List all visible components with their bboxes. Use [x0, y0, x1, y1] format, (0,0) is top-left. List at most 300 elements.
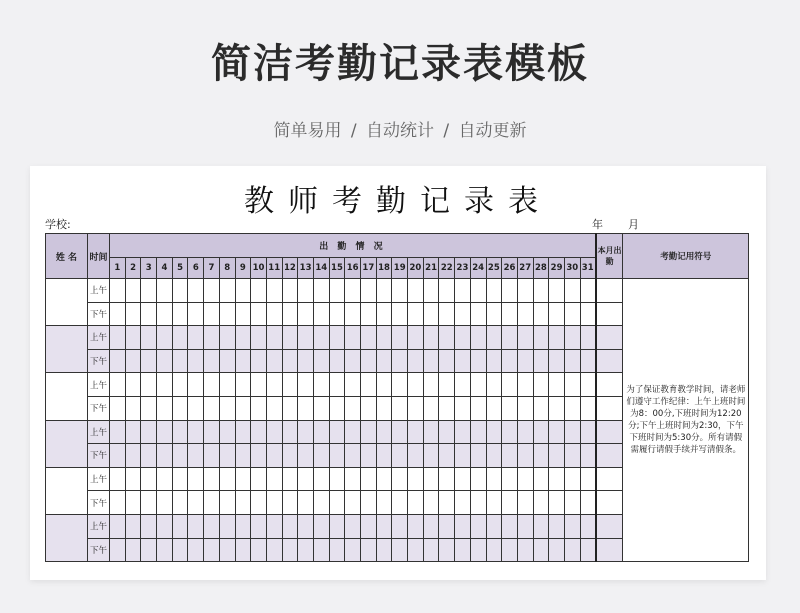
attendance-cell[interactable] — [329, 538, 345, 562]
attendance-cell[interactable] — [580, 396, 596, 420]
attendance-cell[interactable] — [141, 279, 157, 303]
attendance-cell[interactable] — [533, 420, 549, 444]
attendance-cell[interactable] — [439, 373, 455, 397]
attendance-cell[interactable] — [345, 467, 361, 491]
attendance-cell[interactable] — [157, 491, 173, 515]
attendance-cell[interactable] — [455, 396, 471, 420]
attendance-cell[interactable] — [125, 279, 141, 303]
attendance-cell[interactable] — [204, 467, 220, 491]
attendance-cell[interactable] — [392, 420, 408, 444]
attendance-cell[interactable] — [329, 396, 345, 420]
attendance-cell[interactable] — [423, 467, 439, 491]
attendance-cell[interactable] — [533, 349, 549, 373]
attendance-cell[interactable] — [329, 444, 345, 468]
attendance-cell[interactable] — [141, 326, 157, 350]
attendance-cell[interactable] — [549, 444, 565, 468]
attendance-cell[interactable] — [251, 467, 267, 491]
attendance-cell[interactable] — [392, 279, 408, 303]
attendance-cell[interactable] — [376, 420, 392, 444]
attendance-cell[interactable] — [157, 279, 173, 303]
attendance-cell[interactable] — [533, 444, 549, 468]
attendance-cell[interactable] — [235, 396, 251, 420]
attendance-cell[interactable] — [251, 444, 267, 468]
attendance-cell[interactable] — [110, 373, 126, 397]
attendance-cell[interactable] — [470, 467, 486, 491]
attendance-cell[interactable] — [204, 302, 220, 326]
attendance-cell[interactable] — [298, 302, 314, 326]
attendance-cell[interactable] — [172, 444, 188, 468]
attendance-cell[interactable] — [125, 444, 141, 468]
attendance-cell[interactable] — [392, 491, 408, 515]
attendance-cell[interactable] — [204, 396, 220, 420]
attendance-cell[interactable] — [282, 491, 298, 515]
attendance-cell[interactable] — [580, 349, 596, 373]
attendance-cell[interactable] — [564, 538, 580, 562]
attendance-cell[interactable] — [251, 420, 267, 444]
attendance-cell[interactable] — [125, 396, 141, 420]
attendance-cell[interactable] — [110, 420, 126, 444]
attendance-cell[interactable] — [157, 420, 173, 444]
attendance-cell[interactable] — [486, 514, 502, 538]
attendance-cell[interactable] — [313, 491, 329, 515]
attendance-cell[interactable] — [455, 373, 471, 397]
attendance-cell[interactable] — [329, 326, 345, 350]
attendance-cell[interactable] — [361, 420, 377, 444]
attendance-cell[interactable] — [157, 326, 173, 350]
attendance-cell[interactable] — [329, 279, 345, 303]
attendance-cell[interactable] — [376, 444, 392, 468]
attendance-cell[interactable] — [172, 302, 188, 326]
attendance-cell[interactable] — [580, 302, 596, 326]
attendance-cell[interactable] — [125, 373, 141, 397]
attendance-cell[interactable] — [204, 538, 220, 562]
attendance-cell[interactable] — [266, 279, 282, 303]
attendance-cell[interactable] — [188, 538, 204, 562]
attendance-cell[interactable] — [423, 373, 439, 397]
attendance-cell[interactable] — [549, 326, 565, 350]
attendance-cell[interactable] — [455, 302, 471, 326]
attendance-cell[interactable] — [266, 326, 282, 350]
attendance-cell[interactable] — [517, 373, 533, 397]
attendance-cell[interactable] — [172, 514, 188, 538]
attendance-cell[interactable] — [564, 420, 580, 444]
attendance-cell[interactable] — [188, 467, 204, 491]
attendance-cell[interactable] — [345, 373, 361, 397]
attendance-cell[interactable] — [141, 514, 157, 538]
attendance-cell[interactable] — [564, 373, 580, 397]
attendance-cell[interactable] — [408, 373, 424, 397]
attendance-cell[interactable] — [266, 514, 282, 538]
attendance-cell[interactable] — [502, 514, 518, 538]
attendance-cell[interactable] — [251, 491, 267, 515]
attendance-cell[interactable] — [204, 279, 220, 303]
attendance-cell[interactable] — [408, 444, 424, 468]
attendance-cell[interactable] — [502, 420, 518, 444]
attendance-cell[interactable] — [549, 279, 565, 303]
attendance-cell[interactable] — [219, 420, 235, 444]
attendance-cell[interactable] — [298, 538, 314, 562]
attendance-cell[interactable] — [470, 279, 486, 303]
attendance-cell[interactable] — [298, 420, 314, 444]
attendance-cell[interactable] — [533, 467, 549, 491]
attendance-cell[interactable] — [313, 396, 329, 420]
attendance-cell[interactable] — [282, 326, 298, 350]
attendance-cell[interactable] — [502, 444, 518, 468]
attendance-cell[interactable] — [157, 396, 173, 420]
attendance-cell[interactable] — [564, 467, 580, 491]
attendance-cell[interactable] — [125, 420, 141, 444]
attendance-cell[interactable] — [439, 444, 455, 468]
attendance-cell[interactable] — [235, 538, 251, 562]
attendance-cell[interactable] — [157, 373, 173, 397]
attendance-cell[interactable] — [157, 538, 173, 562]
attendance-cell[interactable] — [313, 444, 329, 468]
attendance-cell[interactable] — [125, 349, 141, 373]
monthly-total-cell[interactable] — [596, 514, 623, 538]
attendance-cell[interactable] — [251, 538, 267, 562]
attendance-cell[interactable] — [408, 420, 424, 444]
attendance-cell[interactable] — [125, 302, 141, 326]
attendance-cell[interactable] — [298, 396, 314, 420]
attendance-cell[interactable] — [345, 279, 361, 303]
attendance-cell[interactable] — [266, 302, 282, 326]
monthly-total-cell[interactable] — [596, 302, 623, 326]
attendance-cell[interactable] — [439, 467, 455, 491]
attendance-cell[interactable] — [423, 444, 439, 468]
attendance-cell[interactable] — [392, 349, 408, 373]
attendance-cell[interactable] — [423, 420, 439, 444]
attendance-cell[interactable] — [549, 538, 565, 562]
attendance-cell[interactable] — [564, 326, 580, 350]
attendance-cell[interactable] — [282, 538, 298, 562]
attendance-cell[interactable] — [361, 349, 377, 373]
attendance-cell[interactable] — [345, 326, 361, 350]
attendance-cell[interactable] — [141, 467, 157, 491]
attendance-cell[interactable] — [172, 467, 188, 491]
attendance-cell[interactable] — [141, 373, 157, 397]
attendance-cell[interactable] — [361, 396, 377, 420]
attendance-cell[interactable] — [408, 326, 424, 350]
attendance-cell[interactable] — [423, 279, 439, 303]
attendance-cell[interactable] — [533, 514, 549, 538]
attendance-cell[interactable] — [486, 396, 502, 420]
attendance-cell[interactable] — [376, 326, 392, 350]
attendance-cell[interactable] — [141, 420, 157, 444]
attendance-cell[interactable] — [517, 538, 533, 562]
attendance-cell[interactable] — [361, 326, 377, 350]
attendance-cell[interactable] — [376, 396, 392, 420]
attendance-cell[interactable] — [219, 302, 235, 326]
attendance-cell[interactable] — [455, 514, 471, 538]
attendance-cell[interactable] — [313, 467, 329, 491]
attendance-cell[interactable] — [329, 420, 345, 444]
monthly-total-cell[interactable] — [596, 326, 623, 350]
attendance-cell[interactable] — [564, 491, 580, 515]
attendance-cell[interactable] — [141, 302, 157, 326]
attendance-cell[interactable] — [141, 349, 157, 373]
attendance-cell[interactable] — [235, 420, 251, 444]
attendance-cell[interactable] — [329, 491, 345, 515]
attendance-cell[interactable] — [517, 491, 533, 515]
attendance-cell[interactable] — [549, 514, 565, 538]
name-cell[interactable] — [46, 467, 88, 514]
attendance-cell[interactable] — [392, 444, 408, 468]
attendance-cell[interactable] — [125, 538, 141, 562]
attendance-cell[interactable] — [392, 514, 408, 538]
attendance-cell[interactable] — [345, 420, 361, 444]
attendance-cell[interactable] — [502, 491, 518, 515]
attendance-cell[interactable] — [533, 373, 549, 397]
attendance-cell[interactable] — [376, 373, 392, 397]
attendance-cell[interactable] — [298, 349, 314, 373]
attendance-cell[interactable] — [313, 349, 329, 373]
attendance-cell[interactable] — [219, 373, 235, 397]
attendance-cell[interactable] — [298, 444, 314, 468]
attendance-cell[interactable] — [110, 396, 126, 420]
attendance-cell[interactable] — [486, 538, 502, 562]
attendance-cell[interactable] — [486, 420, 502, 444]
attendance-cell[interactable] — [141, 538, 157, 562]
attendance-cell[interactable] — [486, 373, 502, 397]
attendance-cell[interactable] — [517, 444, 533, 468]
attendance-cell[interactable] — [157, 349, 173, 373]
attendance-cell[interactable] — [361, 467, 377, 491]
attendance-cell[interactable] — [125, 326, 141, 350]
attendance-cell[interactable] — [517, 396, 533, 420]
attendance-cell[interactable] — [392, 373, 408, 397]
attendance-cell[interactable] — [266, 373, 282, 397]
attendance-cell[interactable] — [251, 349, 267, 373]
attendance-cell[interactable] — [282, 420, 298, 444]
attendance-cell[interactable] — [549, 467, 565, 491]
attendance-cell[interactable] — [188, 302, 204, 326]
attendance-cell[interactable] — [486, 444, 502, 468]
attendance-cell[interactable] — [266, 491, 282, 515]
attendance-cell[interactable] — [533, 302, 549, 326]
attendance-cell[interactable] — [439, 279, 455, 303]
attendance-cell[interactable] — [439, 302, 455, 326]
attendance-cell[interactable] — [172, 326, 188, 350]
attendance-cell[interactable] — [392, 326, 408, 350]
attendance-cell[interactable] — [486, 279, 502, 303]
attendance-cell[interactable] — [188, 491, 204, 515]
attendance-cell[interactable] — [204, 349, 220, 373]
attendance-cell[interactable] — [345, 349, 361, 373]
attendance-cell[interactable] — [361, 514, 377, 538]
attendance-cell[interactable] — [282, 349, 298, 373]
attendance-cell[interactable] — [502, 538, 518, 562]
attendance-cell[interactable] — [110, 467, 126, 491]
attendance-cell[interactable] — [376, 514, 392, 538]
attendance-cell[interactable] — [219, 349, 235, 373]
attendance-cell[interactable] — [313, 420, 329, 444]
attendance-cell[interactable] — [345, 444, 361, 468]
attendance-cell[interactable] — [376, 302, 392, 326]
attendance-cell[interactable] — [361, 373, 377, 397]
attendance-cell[interactable] — [564, 444, 580, 468]
attendance-cell[interactable] — [580, 444, 596, 468]
attendance-cell[interactable] — [423, 396, 439, 420]
attendance-cell[interactable] — [580, 420, 596, 444]
attendance-cell[interactable] — [298, 514, 314, 538]
attendance-cell[interactable] — [204, 326, 220, 350]
attendance-cell[interactable] — [251, 396, 267, 420]
attendance-cell[interactable] — [455, 467, 471, 491]
attendance-cell[interactable] — [188, 326, 204, 350]
attendance-cell[interactable] — [455, 444, 471, 468]
attendance-cell[interactable] — [219, 538, 235, 562]
attendance-cell[interactable] — [533, 326, 549, 350]
attendance-cell[interactable] — [345, 302, 361, 326]
monthly-total-cell[interactable] — [596, 279, 623, 303]
attendance-cell[interactable] — [423, 514, 439, 538]
attendance-cell[interactable] — [188, 279, 204, 303]
attendance-cell[interactable] — [313, 302, 329, 326]
attendance-cell[interactable] — [549, 349, 565, 373]
attendance-cell[interactable] — [219, 467, 235, 491]
attendance-cell[interactable] — [110, 514, 126, 538]
attendance-cell[interactable] — [251, 279, 267, 303]
attendance-cell[interactable] — [345, 538, 361, 562]
attendance-cell[interactable] — [282, 467, 298, 491]
attendance-cell[interactable] — [188, 373, 204, 397]
attendance-cell[interactable] — [266, 538, 282, 562]
attendance-cell[interactable] — [439, 396, 455, 420]
attendance-cell[interactable] — [345, 491, 361, 515]
attendance-cell[interactable] — [266, 467, 282, 491]
attendance-cell[interactable] — [439, 514, 455, 538]
attendance-cell[interactable] — [172, 538, 188, 562]
monthly-total-cell[interactable] — [596, 349, 623, 373]
attendance-cell[interactable] — [219, 279, 235, 303]
attendance-cell[interactable] — [125, 514, 141, 538]
attendance-cell[interactable] — [251, 302, 267, 326]
attendance-cell[interactable] — [486, 349, 502, 373]
attendance-cell[interactable] — [455, 349, 471, 373]
attendance-cell[interactable] — [580, 491, 596, 515]
attendance-cell[interactable] — [313, 279, 329, 303]
attendance-cell[interactable] — [235, 279, 251, 303]
attendance-cell[interactable] — [408, 538, 424, 562]
attendance-cell[interactable] — [517, 279, 533, 303]
attendance-cell[interactable] — [235, 373, 251, 397]
attendance-cell[interactable] — [376, 538, 392, 562]
attendance-cell[interactable] — [282, 302, 298, 326]
attendance-cell[interactable] — [188, 396, 204, 420]
attendance-cell[interactable] — [408, 396, 424, 420]
attendance-cell[interactable] — [204, 420, 220, 444]
attendance-cell[interactable] — [580, 326, 596, 350]
attendance-cell[interactable] — [470, 302, 486, 326]
attendance-cell[interactable] — [298, 279, 314, 303]
attendance-cell[interactable] — [282, 396, 298, 420]
attendance-cell[interactable] — [455, 538, 471, 562]
attendance-cell[interactable] — [439, 349, 455, 373]
attendance-cell[interactable] — [313, 538, 329, 562]
attendance-cell[interactable] — [408, 279, 424, 303]
attendance-cell[interactable] — [423, 326, 439, 350]
monthly-total-cell[interactable] — [596, 396, 623, 420]
attendance-cell[interactable] — [580, 514, 596, 538]
attendance-cell[interactable] — [329, 349, 345, 373]
attendance-cell[interactable] — [376, 467, 392, 491]
monthly-total-cell[interactable] — [596, 444, 623, 468]
attendance-cell[interactable] — [157, 444, 173, 468]
attendance-cell[interactable] — [110, 279, 126, 303]
attendance-cell[interactable] — [235, 349, 251, 373]
attendance-cell[interactable] — [517, 467, 533, 491]
attendance-cell[interactable] — [172, 279, 188, 303]
attendance-cell[interactable] — [533, 491, 549, 515]
attendance-cell[interactable] — [502, 467, 518, 491]
attendance-cell[interactable] — [204, 373, 220, 397]
attendance-cell[interactable] — [486, 467, 502, 491]
attendance-cell[interactable] — [533, 538, 549, 562]
attendance-cell[interactable] — [517, 326, 533, 350]
attendance-cell[interactable] — [298, 491, 314, 515]
attendance-cell[interactable] — [110, 444, 126, 468]
attendance-cell[interactable] — [408, 302, 424, 326]
attendance-cell[interactable] — [204, 514, 220, 538]
attendance-cell[interactable] — [313, 326, 329, 350]
attendance-cell[interactable] — [219, 514, 235, 538]
attendance-cell[interactable] — [423, 538, 439, 562]
name-cell[interactable] — [46, 373, 88, 420]
attendance-cell[interactable] — [361, 444, 377, 468]
attendance-cell[interactable] — [580, 538, 596, 562]
monthly-total-cell[interactable] — [596, 420, 623, 444]
attendance-cell[interactable] — [455, 420, 471, 444]
attendance-cell[interactable] — [298, 373, 314, 397]
name-cell[interactable] — [46, 326, 88, 373]
attendance-cell[interactable] — [502, 302, 518, 326]
attendance-cell[interactable] — [361, 491, 377, 515]
attendance-cell[interactable] — [533, 279, 549, 303]
attendance-cell[interactable] — [251, 514, 267, 538]
attendance-cell[interactable] — [313, 514, 329, 538]
attendance-cell[interactable] — [470, 326, 486, 350]
attendance-cell[interactable] — [502, 396, 518, 420]
attendance-cell[interactable] — [470, 538, 486, 562]
attendance-cell[interactable] — [282, 373, 298, 397]
attendance-cell[interactable] — [486, 491, 502, 515]
attendance-cell[interactable] — [110, 538, 126, 562]
attendance-cell[interactable] — [361, 279, 377, 303]
name-cell[interactable] — [46, 514, 88, 561]
attendance-cell[interactable] — [141, 444, 157, 468]
attendance-cell[interactable] — [470, 491, 486, 515]
attendance-cell[interactable] — [298, 326, 314, 350]
attendance-cell[interactable] — [408, 467, 424, 491]
attendance-cell[interactable] — [408, 491, 424, 515]
attendance-cell[interactable] — [172, 491, 188, 515]
attendance-cell[interactable] — [439, 420, 455, 444]
attendance-cell[interactable] — [188, 444, 204, 468]
attendance-cell[interactable] — [470, 349, 486, 373]
attendance-cell[interactable] — [564, 302, 580, 326]
attendance-cell[interactable] — [235, 302, 251, 326]
attendance-cell[interactable] — [580, 279, 596, 303]
monthly-total-cell[interactable] — [596, 373, 623, 397]
attendance-cell[interactable] — [141, 396, 157, 420]
attendance-cell[interactable] — [110, 349, 126, 373]
attendance-cell[interactable] — [172, 373, 188, 397]
attendance-cell[interactable] — [517, 420, 533, 444]
attendance-cell[interactable] — [470, 373, 486, 397]
attendance-cell[interactable] — [549, 491, 565, 515]
attendance-cell[interactable] — [392, 467, 408, 491]
attendance-cell[interactable] — [110, 491, 126, 515]
